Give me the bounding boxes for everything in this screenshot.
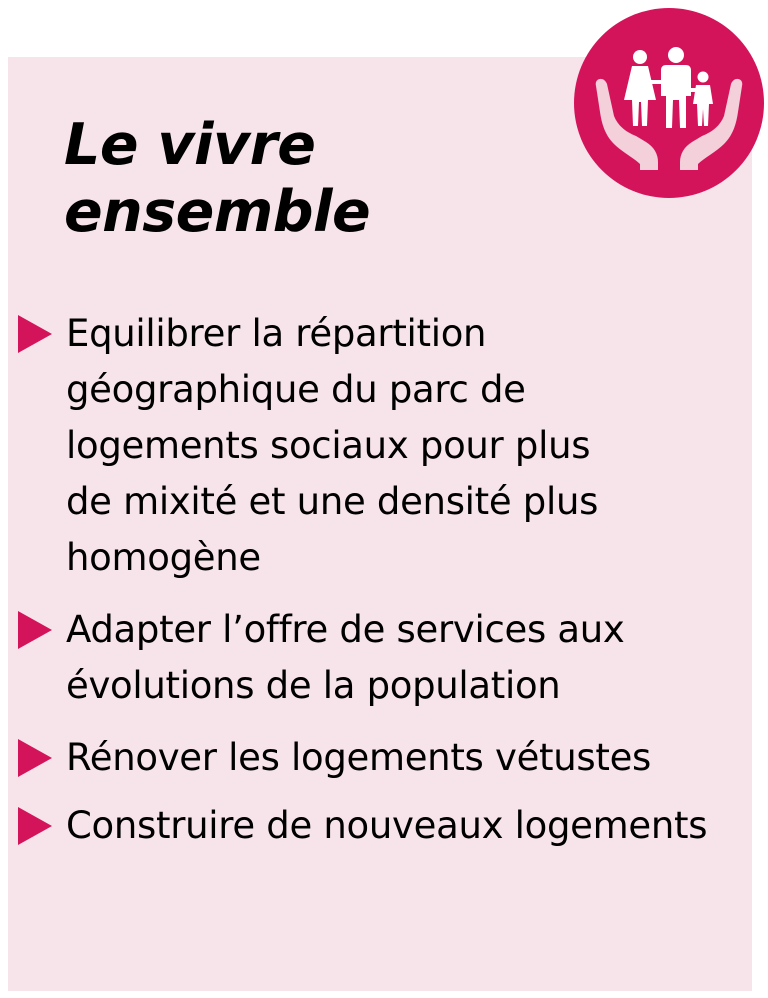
item-line: Rénover les logements vétustes (66, 736, 652, 779)
triangle-bullet-icon (18, 807, 52, 845)
item-line: évolutions de la population (66, 664, 561, 707)
bullet-list (18, 306, 752, 870)
item-line: Construire de nouveaux logements (66, 804, 708, 847)
list-item (18, 602, 752, 714)
item-line: Equilibrer la répartition (66, 312, 487, 355)
item-line: Adapter l’offre de services aux (66, 608, 625, 651)
family-in-hands-icon (574, 8, 764, 198)
list-item (18, 306, 752, 586)
triangle-bullet-icon (18, 739, 52, 777)
item-line: homogène (66, 536, 261, 579)
list-item (18, 730, 752, 786)
list-item (18, 798, 752, 854)
title-line-2: ensemble (64, 179, 371, 245)
page-title (64, 112, 370, 246)
title-line-1: Le vivre (64, 112, 316, 178)
triangle-bullet-icon (18, 315, 52, 353)
item-line: de mixité et une densité plus (66, 480, 599, 523)
item-line: géographique du parc de (66, 368, 526, 411)
item-line: logements sociaux pour plus (66, 424, 591, 467)
triangle-bullet-icon (18, 611, 52, 649)
